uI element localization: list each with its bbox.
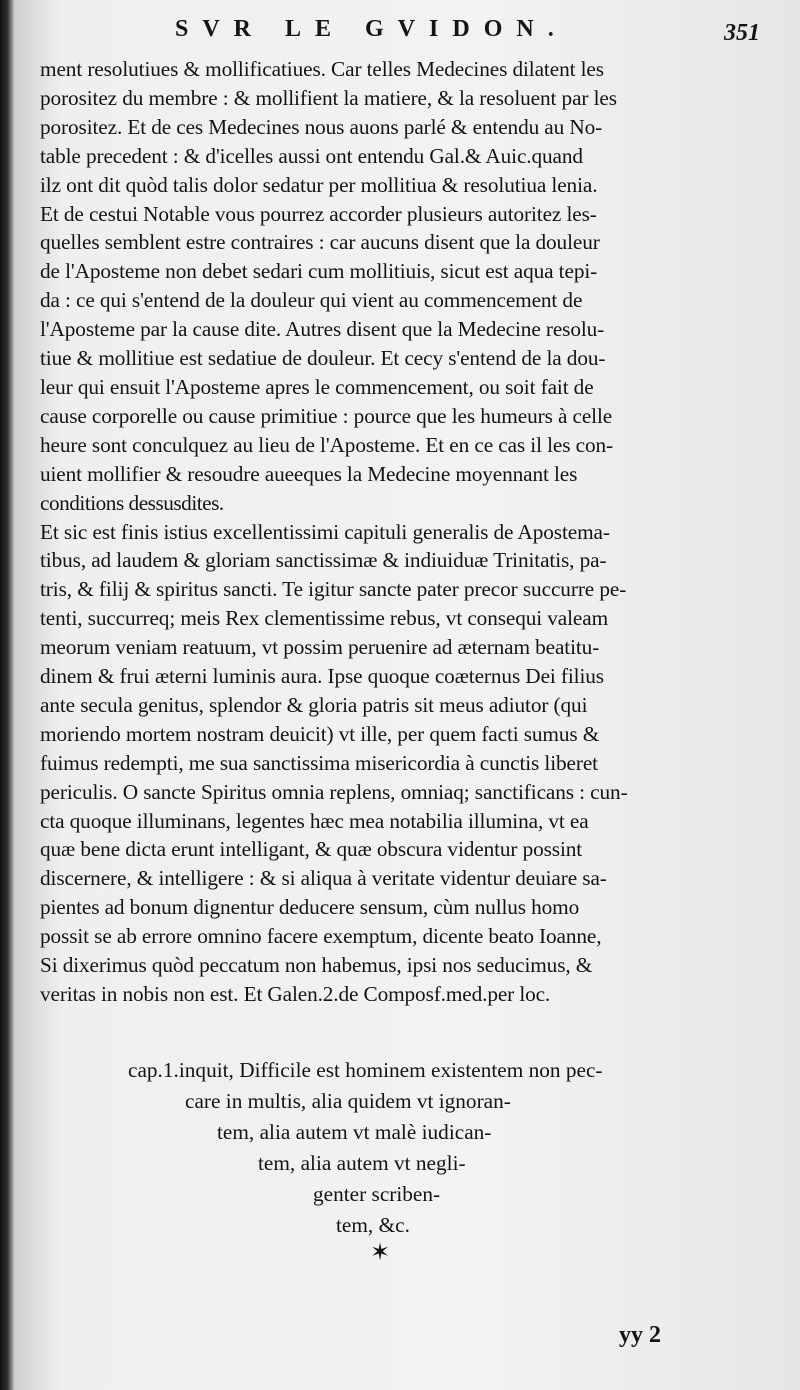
text-line: Et sic est finis istius excellentissimi capituli generalis de Apostema- (40, 519, 610, 544)
text-line: fuimus redempti, me sua sanctissima misericordia à cunctis liberet (40, 750, 598, 775)
text-line: conditions dessusdites. (40, 490, 224, 515)
text-line: tiue & mollitiue est sedatiue de douleur. Et cecy s'entend de la dou- (40, 346, 606, 371)
text-line: veritas in nobis non est. Et Galen.2.de Composf.med.per loc. (40, 982, 551, 1006)
text-line: da : ce qui s'entend de la douleur qui vient au commencement de (40, 288, 583, 313)
text-line: quelles semblent estre contraires : car aucuns disent que la douleur (40, 230, 600, 255)
text-line: pientes ad bonum dignentur deducere sensum, cùm nullus homo (40, 895, 580, 920)
text-line: tibus, ad laudem & gloriam sanctissimæ & indiuiduæ Trinitatis, pa- (40, 548, 607, 573)
text-line: l'Aposteme par la cause dite. Autres disent que la Medecine resolu- (40, 317, 605, 342)
main-text-block (40, 55, 788, 1009)
text-line: Si dixerimus quòd peccatum non habemus, ipsi nos seducimus, & (40, 953, 593, 978)
text-line: de l'Aposteme non debet sedari cum mollitiuis, sicut est aqua tepi- (40, 259, 598, 284)
text-line: ilz ont dit quòd talis dolor sedatur per mollitiua & resolutiua lenia. (40, 172, 598, 197)
closing-line: genter scriben- (313, 1182, 441, 1206)
text-line: meorum veniam reatuum, vt possim peruenire ad æternam beatitu- (40, 635, 600, 660)
text-line: porositez du membre : & mollifient la matiere, & la resoluent par les (40, 85, 617, 110)
text-line: periculis. O sancte Spiritus omnia replens, omniaq; sanctificans : cun- (40, 779, 628, 804)
book-binding-shadow (0, 0, 14, 1390)
text-line: possit se ab errore omnino facere exemptum, dicente beato Ioanne, (40, 924, 602, 949)
text-line: moriendo mortem nostram deuicit) vt ille, per quem facti sumus & (40, 721, 600, 746)
text-line: uient mollifier & resoudre aueeques la Medecine moyennant les (40, 461, 578, 486)
text-line: quæ bene dicta erunt intelligant, & quæ obscura videntur possint (40, 837, 583, 862)
text-line: cta quoque illuminans, legentes hæc mea notabilia illumina, vt ea (40, 808, 589, 833)
text-line: porositez. Et de ces Medecines nous auons parlé & entendu au No- (40, 114, 603, 139)
text-line: heure sont conculquez au lieu de l'Aposteme. Et en ce cas il les con- (40, 432, 614, 457)
text-line: ment resolutiues & mollificatiues. Car telles Medecines dilatent les (40, 57, 604, 81)
closing-line: tem, alia autem vt malè iudican- (217, 1120, 492, 1144)
closing-line: care in multis, alia quidem vt ignoran- (185, 1089, 511, 1113)
asterism-ornament: ✶ (370, 1238, 391, 1266)
text-line: cause corporelle ou cause primitiue : pource que les humeurs à celle (40, 403, 613, 428)
text-line: tris, & filij & spiritus sancti. Te igitur sancte pater precor succurre pe- (40, 577, 627, 602)
text-line: dinem & frui æterni luminis aura. Ipse quoque coæternus Dei filius (40, 664, 604, 689)
text-line: Et de cestui Notable vous pourrez accorder plusieurs autoritez les- (40, 201, 597, 226)
text-line: table precedent : & d'icelles aussi ont entendu Gal.& Auic.quand (40, 143, 583, 168)
signature-mark: yy 2 (619, 1322, 661, 1348)
closing-line: tem, &c. (336, 1213, 410, 1237)
page-number: 351 (724, 20, 760, 46)
text-line: discernere, & intelligere : & si aliqua à veritate videntur deuiare sa- (40, 866, 607, 891)
closing-line: tem, alia autem vt negli- (258, 1151, 466, 1175)
running-head: SVR LE GVIDON. (175, 16, 568, 42)
text-line: tenti, succurreq; meis Rex clementissime rebus, vt consequi valeam (40, 606, 609, 631)
text-line: ante secula genitus, splendor & gloria patris sit meus adiutor (qui (40, 692, 588, 717)
text-line: leur qui ensuit l'Aposteme apres le commencement, ou soit fait de (40, 374, 594, 399)
closing-line: cap.1.inquit, Difficile est hominem existentem non pec- (128, 1058, 603, 1082)
show-through-bleed (470, 1100, 770, 1340)
